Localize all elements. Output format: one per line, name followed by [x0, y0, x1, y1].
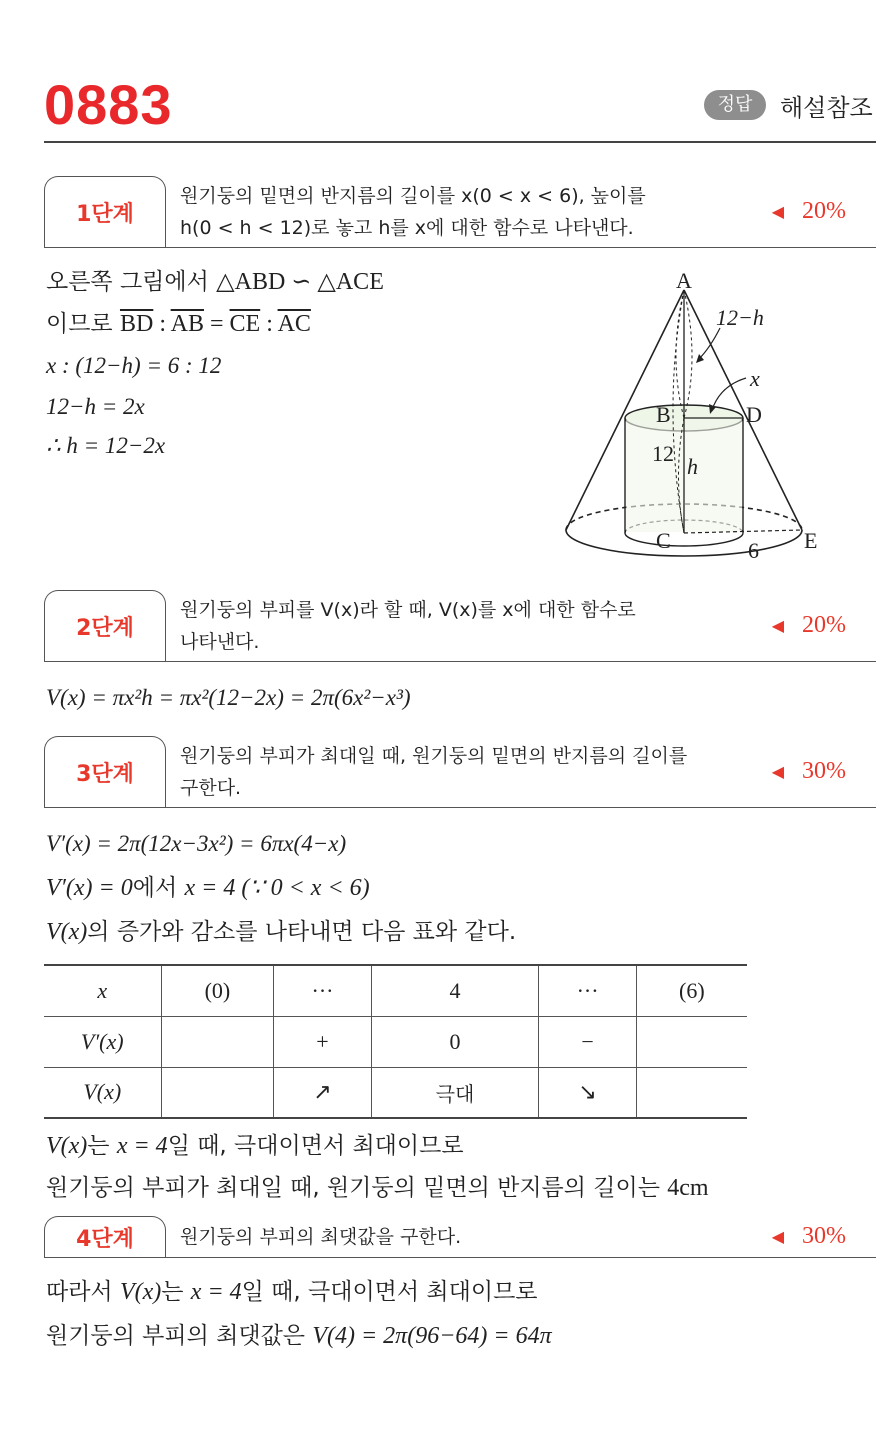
label-D: D [746, 402, 762, 427]
step-2-box [44, 590, 876, 662]
step1-line-1: 오른쪽 그림에서 △ABD ∽ △ACE [46, 269, 384, 295]
table-row [44, 1016, 747, 1067]
step3-line-2: V′(x) = 0에서 x = 4 (∵ 0 < x < 6) [46, 875, 370, 901]
label-B: B [656, 402, 671, 427]
step-1-desc-line2: h(0 < h < 12)로 놓고 h를 x에 대한 함수로 나타낸다. [180, 216, 634, 239]
after-table-line-2: 원기둥의 부피가 최대일 때, 원기둥의 밑면의 반지름의 길이는 4cm [46, 1175, 709, 1201]
table-cell: ··· [274, 965, 371, 1016]
step-2-desc-line2: 나타낸다. [180, 630, 260, 653]
step-3-box [44, 736, 876, 808]
label-h: h [687, 454, 698, 479]
step1-line-4: 12−h = 2x [46, 394, 145, 419]
header-rule [44, 141, 876, 143]
table-cell: ··· [539, 965, 636, 1016]
table-cell: V′(x) [44, 1016, 161, 1067]
triangle-left-icon: ◀ [771, 1227, 784, 1246]
table-row [44, 965, 747, 1016]
label-E: E [804, 528, 818, 553]
table-cell: 4 [371, 965, 539, 1016]
table-cell: 0 [371, 1016, 539, 1067]
step-1-label: 1단계 [44, 176, 166, 247]
triangle-left-icon: ◀ [771, 202, 784, 221]
table-cell: V(x) [44, 1067, 161, 1118]
table-cell: x [44, 965, 161, 1016]
table-cell: + [274, 1016, 371, 1067]
table-cell: − [539, 1016, 636, 1067]
table-cell [636, 1067, 747, 1118]
step-1-description [180, 176, 760, 247]
step3-line-3: V(x)의 증가와 감소를 나타내면 다음 표와 같다. [46, 919, 517, 945]
cone-cylinder-diagram [560, 268, 830, 568]
step-3-percent: ◀ 30% [771, 758, 846, 784]
table-cell [161, 1016, 274, 1067]
step-2-label: 2단계 [44, 590, 166, 661]
step-4-box [44, 1216, 876, 1258]
step-3-description [180, 736, 760, 807]
answer-badge: 정답 [704, 90, 766, 120]
table-row [44, 1067, 747, 1118]
label-6: 6 [748, 538, 759, 563]
step-4-label: 4단계 [44, 1216, 166, 1257]
step1-line-5: ∴ h = 12−2x [46, 433, 166, 458]
step-2-desc-line1: 원기둥의 부피를 V(x)라 할 때, V(x)를 x에 대한 함수로 [180, 598, 636, 621]
increase-decrease-table [44, 964, 747, 1119]
step1-line-2: 이므로 $\overline{BD}$ : $\overline{AB} = \overline{CE}$ : $\overline{AC}$ [46, 311, 311, 337]
label-12: 12 [652, 441, 674, 466]
label-A: A [676, 268, 692, 293]
table-cell: (6) [636, 965, 747, 1016]
table-cell: ↗ [274, 1067, 371, 1118]
triangle-left-icon: ◀ [771, 762, 784, 781]
step-4-description [180, 1216, 760, 1257]
step3-line-1: V′(x) = 2π(12x−3x²) = 6πx(4−x) [46, 831, 347, 856]
step4-line-2: 원기둥의 부피의 최댓값은 V(4) = 2π(96−64) = 64π [46, 1323, 552, 1349]
step-2-percent: ◀ 20% [771, 612, 846, 638]
step-1-percent: ◀ 20% [771, 198, 846, 224]
problem-number: 0883 [44, 73, 173, 136]
step-1-box [44, 176, 876, 248]
step4-line-1: 따라서 V(x)는 x = 4일 때, 극대이면서 최대이므로 [46, 1279, 538, 1305]
table-cell: 극대 [371, 1067, 539, 1118]
triangle-left-icon: ◀ [771, 616, 784, 635]
label-12-minus-h: 12−h [716, 305, 764, 330]
table-cell: ↘ [539, 1067, 636, 1118]
step-3-desc-line1: 원기둥의 부피가 최대일 때, 원기둥의 밑면의 반지름의 길이를 [180, 744, 688, 767]
step-3-desc-line2: 구한다. [180, 776, 242, 799]
step-3-label: 3단계 [44, 736, 166, 807]
table-cell [636, 1016, 747, 1067]
step2-line-1: V(x) = πx²h = πx²(12−2x) = 2π(6x²−x³) [46, 685, 411, 710]
step-1-desc-line1: 원기둥의 밑면의 반지름의 길이를 x(0 < x < 6), 높이를 [180, 184, 646, 207]
table-cell [161, 1067, 274, 1118]
label-C: C [656, 528, 671, 553]
step-2-description [180, 590, 760, 661]
table-cell: (0) [161, 965, 274, 1016]
label-x: x [750, 366, 760, 391]
step-4-percent: ◀ 30% [771, 1223, 846, 1249]
after-table-line-1: V(x)는 x = 4일 때, 극대이면서 최대이므로 [46, 1133, 464, 1159]
answer-value: 해설참조 [780, 94, 873, 122]
step-4-desc-line1: 원기둥의 부피의 최댓값을 구한다. [180, 1225, 462, 1248]
step1-line-3: x : (12−h) = 6 : 12 [46, 353, 222, 378]
